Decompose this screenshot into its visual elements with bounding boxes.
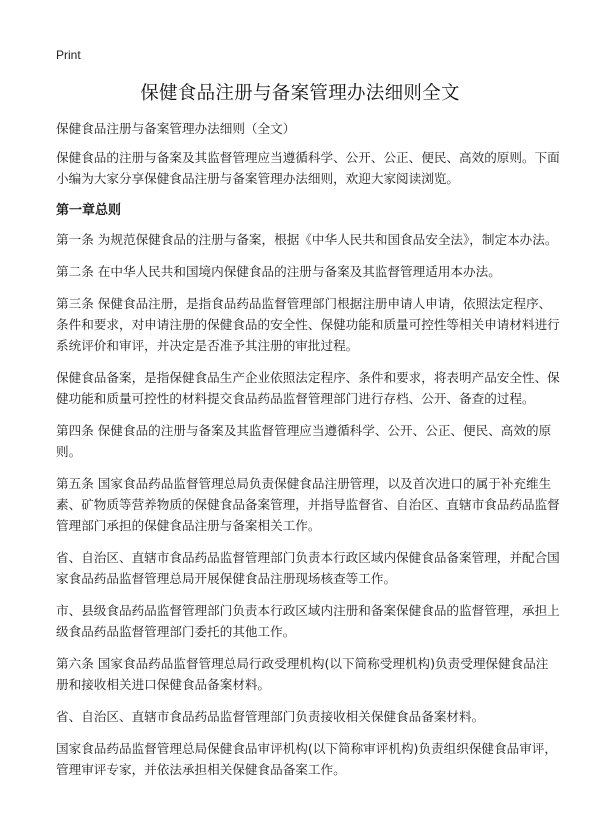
page-title: 保健食品注册与备案管理办法细则全文	[140, 83, 460, 104]
paragraph-article-6: 第六条 国家食品药品监督管理总局行政受理机构(以下简称受理机构)负责受理保健食品注册和接收相关进口保健食品备案材料。	[56, 656, 549, 692]
document-body	[56, 118, 560, 791]
paragraph-city-county-duties: 市、县级食品药品监督管理部门负责本行政区域内注册和备案保健食品的监督管理，承担上级食品药品监督管理部门委托的其他工作。	[56, 603, 560, 639]
paragraph-article-5: 第五条 国家食品药品监督管理总局负责保健食品注册管理，以及首次进口的属于补充维生素、矿物质等营养物质的保健食品备案管理，并指导监督省、自治区、直辖市食品药品监督管理部门承担的保健食品注册与备案相关工作。	[56, 476, 560, 533]
paragraph-article-2: 第二条 在中华人民共和国境内保健食品的注册与备案及其监督管理适用本办法。	[56, 264, 501, 279]
paragraph-article-1: 第一条 为规范保健食品的注册与备案，根据《中华人民共和国食品安全法》，制定本办法。	[56, 232, 558, 247]
paragraph-provincial-filing: 省、自治区、直辖市食品药品监督管理部门负责接收相关保健食品备案材料。	[56, 709, 485, 724]
paragraph-provincial-duties: 省、自治区、直辖市食品药品监督管理部门负责本行政区域内保健食品备案管理，并配合国家食品药品监督管理总局开展保健食品注册现场核查等工作。	[56, 550, 560, 586]
chapter-heading: 第一章总则	[56, 203, 122, 218]
intro-paragraph: 保健食品的注册与备案及其监督管理应当遵循科学、公开、公正、便民、高效的原则。下面小编为大家分享保健食品注册与备案管理办法细则，欢迎大家阅读浏览。	[56, 150, 560, 186]
paragraph-article-3: 第三条 保健食品注册，是指食品药品监督管理部门根据注册申请人申请，依照法定程序、条件和要求，对申请注册的保健食品的安全性、保健功能和质量可控性等相关申请材料进行系统评价和审评，并决定是否准予其注册的审批过程。	[56, 296, 560, 353]
paragraph-review-agency: 国家食品药品监督管理总局保健食品审评机构(以下简称审评机构)负责组织保健食品审评，管理审评专家，并依法承担相关保健食品备案工作。	[56, 741, 557, 777]
paragraph-filing-definition: 保健食品备案，是指保健食品生产企业依照法定程序、条件和要求，将表明产品安全性、保健功能和质量可控性的材料提交食品药品监督管理部门进行存档、公开、备查的过程。	[56, 370, 560, 406]
print-link[interactable]: Print	[56, 48, 81, 62]
paragraph-article-4: 第四条 保健食品的注册与备案及其监督管理应当遵循科学、公开、公正、便民、高效的原则。	[56, 423, 552, 459]
document-subtitle: 保健食品注册与备案管理办法细则（全文）	[56, 121, 296, 136]
